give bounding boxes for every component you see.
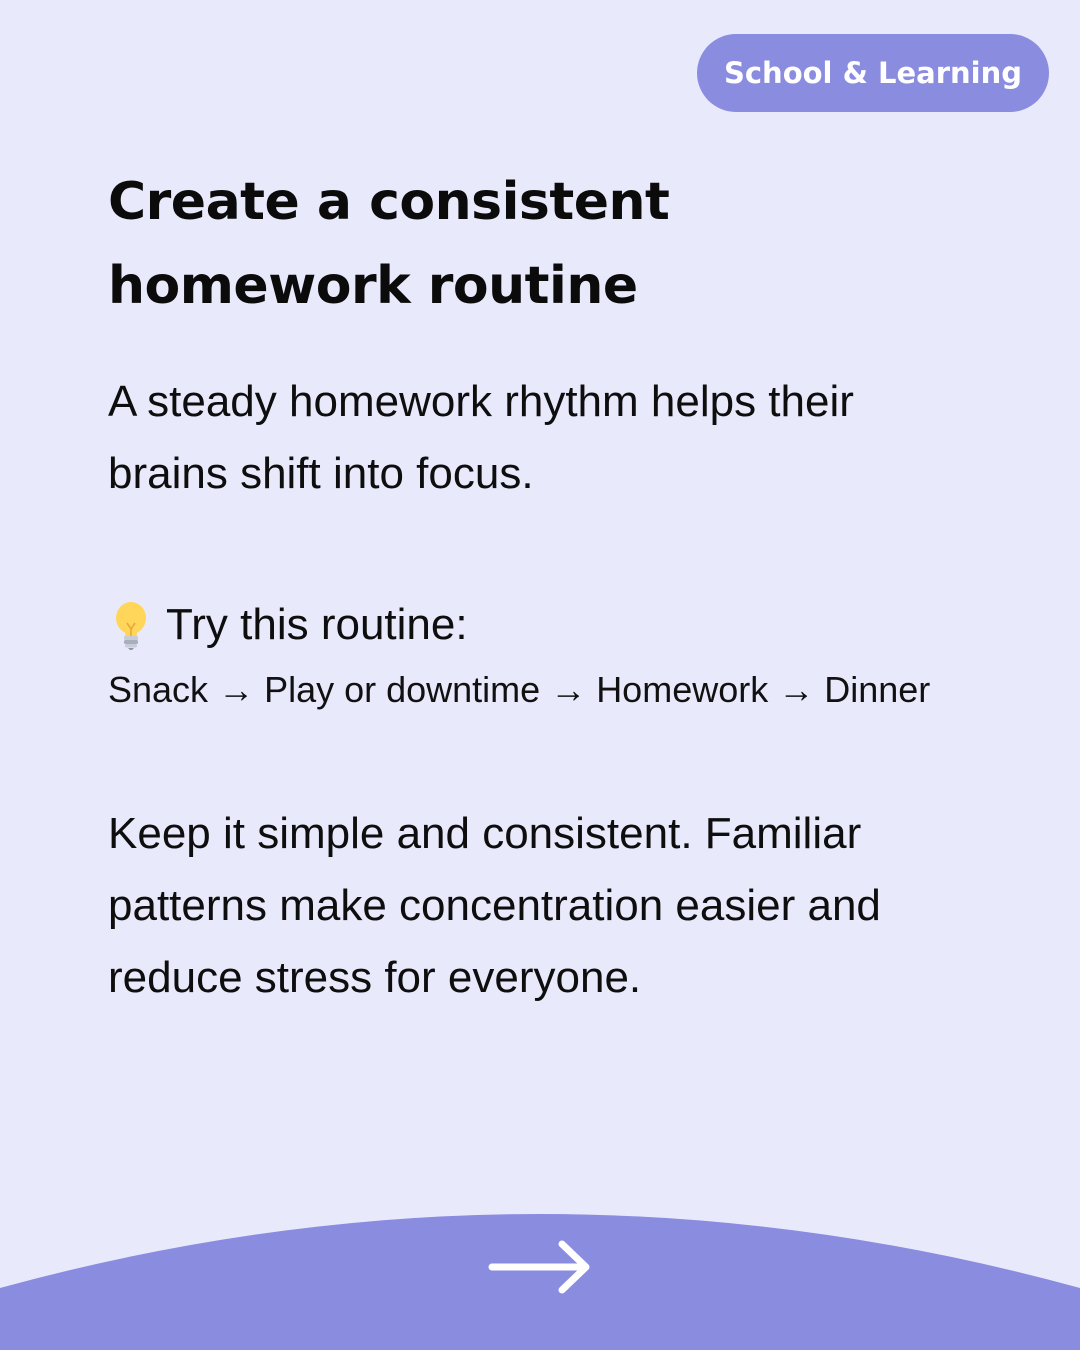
routine-arrow: → bbox=[218, 669, 255, 710]
routine-step: Dinner bbox=[824, 669, 931, 710]
routine-step: Homework bbox=[596, 669, 769, 710]
routine-step: Play or downtime bbox=[264, 669, 541, 710]
routine-arrow: → bbox=[550, 669, 587, 710]
routine-arrow: → bbox=[778, 669, 815, 710]
category-badge bbox=[697, 34, 1049, 112]
page-title: Create a consistent homework routine bbox=[108, 172, 670, 316]
category-label: School & Learning bbox=[723, 56, 1022, 90]
tip-heading-label: Try this routine: bbox=[166, 600, 468, 649]
routine-step: Snack bbox=[108, 669, 209, 710]
lightbulb-icon bbox=[108, 599, 154, 651]
tip-heading bbox=[108, 595, 468, 655]
closing-text: Keep it simple and consistent. Familiar patterns make concentration easier and reduce stress for everyone. bbox=[108, 809, 881, 1002]
intro-text: A steady homework rhythm helps their brains shift into focus. bbox=[108, 377, 854, 498]
arrow-right-icon[interactable] bbox=[488, 1236, 592, 1298]
routine-steps bbox=[108, 666, 930, 714]
